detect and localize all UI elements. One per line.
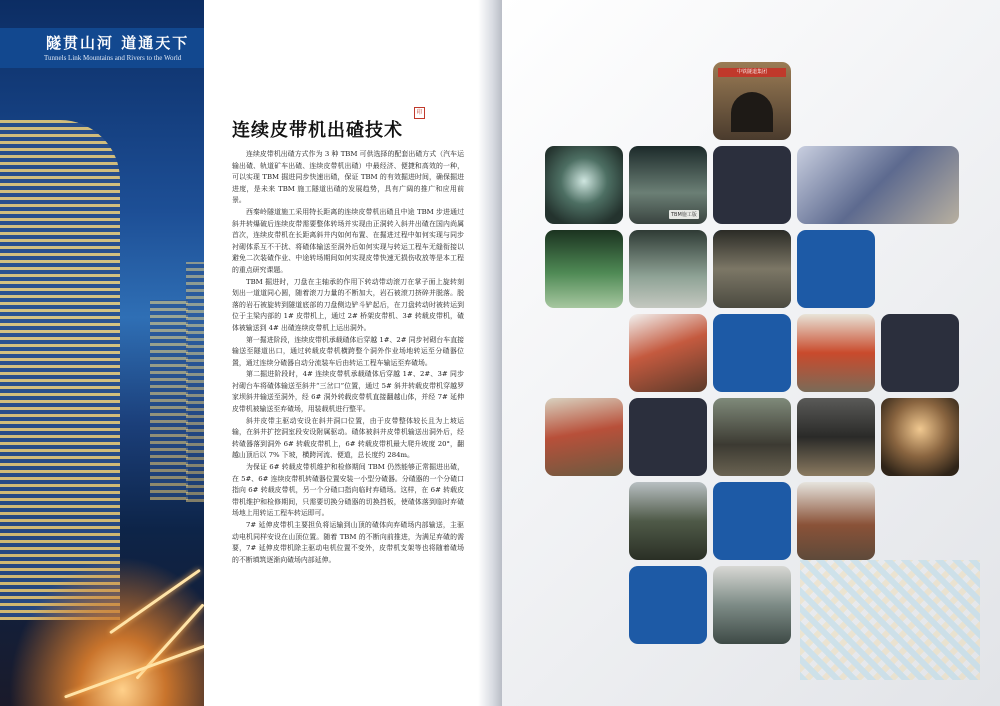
- conveyor-tunnel-photo: [713, 230, 791, 308]
- article-paragraph: 为保证 6# 转载皮带机维护和检修期间 TBM 仍然能够正常掘进出碴，在 5#、6# 连续皮带机转碴器位置安装一小型分碴器。分碴器的一个分碴口指向 6# 转载皮带机，另一个分碴口指向临时弃碴场。这样，在 6# 转载皮带机维护和检修期间，只需要切换分碴器的切换挡板，使碴体落到临时弃碴场地上用转运工程车转运即可。: [232, 463, 464, 518]
- photo-banner: 中铁隧道集团: [718, 68, 786, 77]
- slogan-banner: [0, 28, 204, 68]
- article-paragraph: TBM 掘进时，刀盘在主轴承的作用下转动带动滚刀在掌子面上旋转刻划出一道道同心圆，随着滚刀力量的不断加大，岩石被滚刀挤碎并脱落。脱落的岩石被旋转到隧道底部的刀盘侧边铲斗铲起后，在刀盘转动时被转运到位于主梁内部的 1# 皮带机上，通过 2# 桥架皮带机、3# 转载皮带机，碴体被输送到 4# 出碴连续皮带机上运出洞外。: [232, 277, 464, 332]
- workshop-photo: [713, 566, 791, 644]
- article-paragraph: 斜井皮带主驱动安设在斜井洞口位置，由于皮带整体较长且为上坡运输，在斜井扩挖洞室段安设附属驱动。碴体被斜井皮带机输送出洞外后，经转碴器落到洞外 6# 转载皮带机上，6# 转载皮带机最大爬升坡度 20°，翻越山顶后以 7% 下坡，横跨河流、便道，总长度约 284m。: [232, 416, 464, 460]
- tunnel-interior-photo: [545, 146, 623, 224]
- city-night-photo: [0, 0, 204, 706]
- decorative-pattern: [800, 560, 980, 680]
- slogan-chinese: 隧贯山河 道通天下: [46, 34, 190, 52]
- article-paragraph: 西秦岭隧道施工采用特长距离的连续皮带机出碴且中途 TBM 步进通过斜井转爆破后连续皮带需要整体转场并实现由正洞转入斜井出碴在国内尚属首次，连续皮带机在长距离斜井内如何布置、在掘进过程中如何实现与同步衬砌体系互不干扰、将碴体输送至洞外后如何实现与转运工程车无缝衔接以避免二次装碴作业、中途转场期间如何实现皮带快速无损伤收放等是本工程的重点研究课题。: [232, 207, 464, 274]
- conveyor-over-river-photo: [713, 398, 791, 476]
- blue-tile: [713, 314, 791, 392]
- mountain-conveyor-photo: [629, 482, 707, 560]
- article-body: [232, 149, 464, 566]
- dark-tile: [629, 398, 707, 476]
- tunnel-lights-photo: [881, 398, 959, 476]
- support-structure-photo: [797, 482, 875, 560]
- article-paragraph: 第二掘进阶段时，4# 连续皮带机承载碴体后穿越 1#、2#、3# 同步衬砌台车将碴体输送至斜井“三岔口”位置，通过 5# 斜井转载皮带机穿越罗家坝斜井输送至洞外，经 6# 洞外转载皮带机直接翻越山体，并经 7# 延伸皮带机被输送至弃碴场，用装载机进行整平。: [232, 370, 464, 414]
- article-paragraph: 7# 延伸皮带机主要担负将运输到山顶的碴体向弃碴场内部输送，主驱动电机同样安设在山顶位置。随着 TBM 的不断向前推进，为满足弃碴的需要，7# 延伸皮带机除主驱动电机位置不变外，皮带机支架等也将随着碴场的不断填筑逐渐向碴场内部延伸。: [232, 521, 464, 564]
- article-paragraph: 连续皮带机出碴方式作为 3 种 TBM 可供选择的配套出碴方式（汽车运输出碴、轨道矿车出碴、连续皮带机出碴）中最经济、便捷和高效的一种，可以实现 TBM 掘进同步快速出碴，保证 TBM 的有效掘进时间，确保掘进进度，是未来 TBM 施工隧道出碴的发展趋势，具有广阔的推广和应用前景。: [232, 150, 464, 205]
- tbm-machine-photo: [797, 146, 959, 224]
- slogan-english: Tunnels Link Mountains and Rivers to the World: [44, 54, 182, 62]
- hillside-conveyor-photo: [545, 398, 623, 476]
- tbm-conveyor-photo: [629, 146, 707, 224]
- blue-tile: [713, 482, 791, 560]
- red-seal-stamp: 印: [414, 107, 425, 119]
- transfer-station-photo: [797, 398, 875, 476]
- green-tunnel-photo: [545, 230, 623, 308]
- blue-tile: [797, 230, 875, 308]
- dark-tile: [881, 314, 959, 392]
- article-title: 连续皮带机出碴技术: [232, 120, 403, 141]
- article-paragraph: 第一掘进阶段，连续皮带机承载碴体后穿越 1#、2# 同步衬砌台车直接输送至隧道出口，通过转载皮带机横跨整个洞外作业场地转运至分碴器位置，通过连续分碴器自动分流装车后由转运工程车输运至弃碴场。: [232, 335, 464, 367]
- tunnel-portal-photo: [713, 62, 791, 140]
- tbm-caption: TBM施工版: [671, 212, 697, 218]
- page-gutter: [478, 0, 502, 706]
- conveyor-frame-photo: [797, 314, 875, 392]
- tunnel-rail-photo: [629, 230, 707, 308]
- blue-tile: [629, 566, 707, 644]
- dark-tile: [713, 146, 791, 224]
- red-conveyor-closeup-photo: [629, 314, 707, 392]
